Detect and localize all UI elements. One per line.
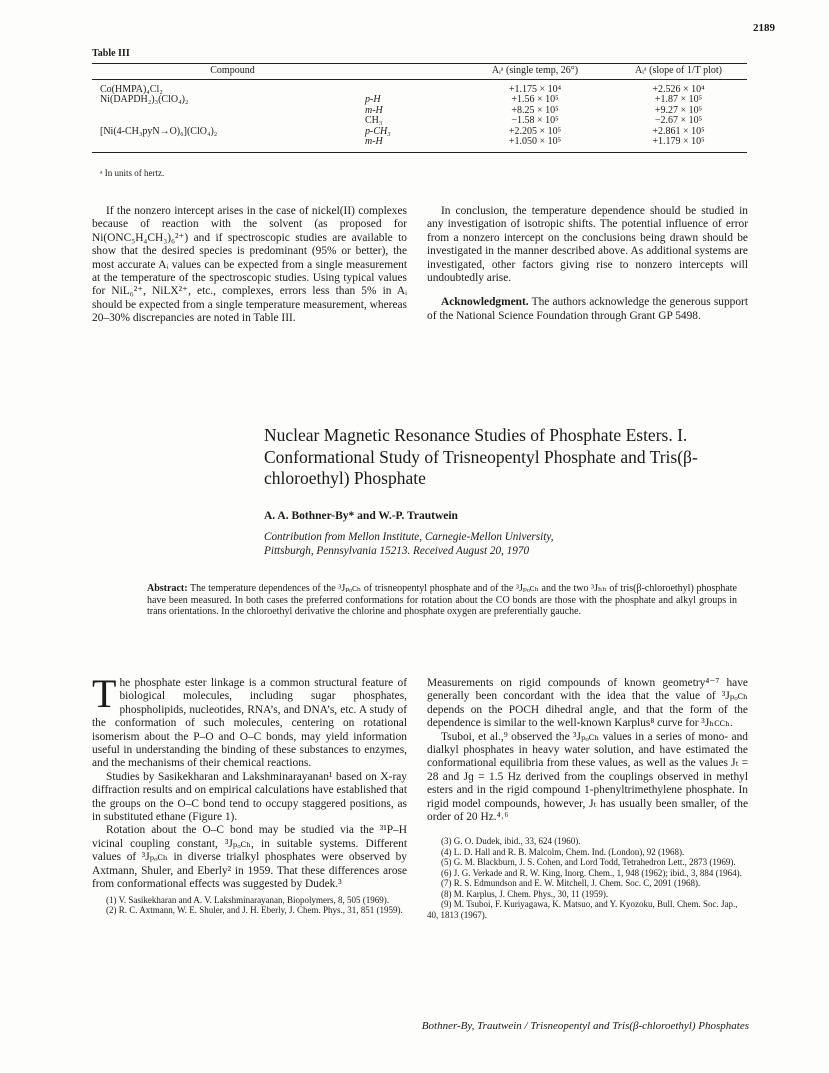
conclusion-left-column: [92, 205, 407, 326]
references: [427, 836, 748, 920]
table-cell: [Ni(4-CH₃pyN→O)₆](ClO₄)₂: [100, 125, 218, 137]
article-title: Nuclear Magnetic Resonance Studies of Phosphate Esters. I. Conformational Study of Trisneopentyl Phosphate and Tris(β-chloroethyl) Phosphate: [264, 425, 698, 488]
table-label: Table III: [92, 48, 130, 59]
conclusion-right-column: [427, 205, 748, 323]
table-row: [92, 137, 747, 152]
table-cell: p-CH₃: [365, 125, 391, 137]
reference: (7) R. S. Edmundson and E. W. Mitchell, J. Chem. Soc. C, 2091 (1968).: [441, 878, 701, 889]
table-cell: p-H: [365, 94, 381, 105]
table-cell: +1.175 × 10⁴: [508, 83, 562, 95]
table-cell: [92, 106, 365, 117]
table-cell: CH₃: [365, 115, 383, 126]
acknowledgment: [427, 296, 748, 323]
table-cell: m-H: [365, 104, 383, 116]
column-header: Compound: [92, 64, 365, 80]
table-row: [92, 95, 747, 106]
paragraph: Tsuboi, et al.,⁹ observed the ³Jₚₒᴄₕ values in a series of mono- and dialkyl phosphates in heavy water solution, and have estimated the conformational equilibria from these values, as well as the values Jₜ = 28 and Jɡ = 1.5 Hz derived from the couplings observed in methyl esters and in the rigid compound 1-phenyltrimethylene phosphate. In rigid model compounds, however, Jₜ has usually been smaller, of the order of 20 Hz.⁴˒⁶: [427, 730, 748, 824]
reference: (8) M. Karplus, J. Chem. Phys., 30, 11 (1959).: [441, 888, 609, 899]
paragraph: In conclusion, the temperature dependence should be studied in any investigation of isotropic shifts. The potential influence of error from a nonzero intercept on the conclusions being drawn should be investigated in the manner described above. As additional systems are investigated, other factors giving rise to nonzero intercepts will undoubtedly arise.: [427, 205, 748, 285]
paragraph: Measurements on rigid compounds of known geometry⁴⁻⁷ have generally been concordant with the idea that the value of ³Jₚₒᴄₕ depends on the POCH dihedral angle, and that the form of the dependence is similar to the well-known Karplus⁸ curve for ³Jₕᴄᴄₕ.: [427, 677, 748, 730]
table-cell: +8.25 × 10⁵: [511, 104, 559, 116]
paragraph: Rotation about the O–C bond may be studied via the ³¹P–H vicinal coupling constant, ³Jₚₒᴄₕ, in suitable systems. Different values of ³Jₚₒᴄₕ in diverse trialkyl phosphates were observed by Axtmann, Shuler, and Eberly² in 1959. That these differences arose from conformational effects was suggested by Dudek.³: [92, 824, 407, 891]
body-right-column: [427, 677, 748, 920]
table-cell: m-H: [365, 137, 460, 152]
reference: (4) L. D. Hall and R. B. Malcolm, Chem. Ind. (London), 92 (1968).: [441, 846, 685, 857]
table-row: [92, 79, 747, 95]
reference: (2) R. C. Axtmann, W. E. Shuler, and J. H. Eberly, J. Chem. Phys., 31, 851 (1959).: [106, 905, 403, 915]
table-cell: +9.27 × 10⁵: [654, 104, 703, 116]
reference: (3) G. O. Dudek, ibid., 33, 624 (1960).: [441, 836, 581, 847]
abstract-label: Abstract:: [147, 583, 188, 594]
references: [92, 895, 407, 916]
table-cell: [92, 116, 365, 127]
affiliation-line: Pittsburgh, Pennsylvania 15213. Received August 20, 1970: [264, 545, 530, 557]
table-row: [92, 116, 747, 127]
paragraph-text: he phosphate ester linkage is a common structural feature of biological molecules, including sugar phosphates, phospholipids, nucleotides, RNA’s, and DNA’s, etc. A study of the conformation of such molecules, centering on rotational isomerism about the P–O and O–C bonds, may yield information useful in understanding the binding of these substances to enzymes, and the mechanisms of their chemical reactions.: [92, 677, 407, 770]
acknowledgment-label: Acknowledgment.: [441, 296, 529, 309]
table-cell: [92, 137, 365, 152]
reference: (6) J. G. Verkade and R. W. King, Inorg. Chem., 1, 948 (1962); ibid., 3, 884 (1964).: [441, 867, 742, 878]
table-cell: Ni(DAPDH₂)₃(ClO₄)₂: [100, 94, 189, 105]
table-cell: −1.58 × 10⁵: [511, 115, 559, 126]
column-header: Aᵢᵃ (single temp, 26°): [460, 64, 610, 80]
reference: (9) M. Tsuboi, F. Kuriyagawa, K. Matsuo, and Y. Kyozoku, Bull. Chem. Soc. Jap., 40, 1813 (1967).: [427, 899, 738, 920]
table-cell: +2.205 × 10⁵: [508, 125, 562, 137]
table-footnote: ᵃ In units of hertz.: [100, 168, 165, 178]
page-number: 2189: [753, 22, 775, 34]
table-cell: +1.050 × 10⁵: [460, 137, 610, 152]
table-cell: Co(HMPA)₄Cl₂: [100, 83, 163, 95]
table-cell: [365, 79, 460, 95]
table-cell: +1.56 × 10⁵: [511, 94, 559, 105]
table-cell: +2.861 × 10⁵: [652, 125, 705, 137]
data-table: [92, 63, 747, 153]
acknowledgment-text: The authors acknowledge the generous support of the National Science Foundation through Grant GP 5498.: [427, 296, 748, 322]
running-footer: Bothner-By, Trautwein / Trisneopentyl and Tris(β-chloroethyl) Phosphates: [421, 1020, 749, 1032]
affiliation: [264, 530, 554, 558]
body-left-column: [92, 671, 407, 916]
table-cell: +1.179 × 10⁵: [610, 137, 747, 152]
table-cell: −2.67 × 10⁵: [654, 115, 703, 126]
paragraph: Studies by Sasikekharan and Lakshminarayanan¹ based on X-ray diffraction results and on empirical calculations have established that the groups on the O–C bond tend to occupy staggered positions, as in substituted ethane (Figure 1).: [92, 770, 407, 824]
paragraph: If the nonzero intercept arises in the case of nickel(II) complexes because of reaction with the solvent (as proposed for Ni(ONC₅H₄CH₃)₆²⁺) and if spectroscopic studies are available to show that the desired species is predominant (95% or better), the most accurate Aᵢ values can be expected from a single measurement at the temperature of the spectroscopic studies. Using typical values for NiL₆²⁺, NiLX²⁺, etc., complexes, errors less than 5% in Aᵢ should be expected from a single temperature measurement, whereas 20–30% discrepancies are noted in Table III.: [92, 205, 407, 325]
table-row: [92, 127, 747, 138]
column-header: Aᵢᵃ (slope of 1/T plot): [610, 64, 747, 80]
column-header: [365, 64, 460, 80]
authors: A. A. Bothner-By* and W.-P. Trautwein: [264, 510, 458, 522]
abstract: [147, 583, 737, 618]
table-cell: +2.526 × 10⁴: [652, 83, 705, 95]
table-row: [92, 106, 747, 117]
drop-cap: T: [92, 671, 117, 716]
reference: (1) V. Sasikekharan and A. V. Lakshminarayanan, Biopolymers, 8, 505 (1969).: [106, 894, 390, 905]
paragraph: [92, 671, 407, 771]
reference: (5) G. M. Blackburn, J. S. Cohen, and Lord Todd, Tetrahedron Lett., 2873 (1969).: [441, 857, 736, 868]
table-header-row: [92, 64, 747, 80]
table-cell: +1.87 × 10⁵: [654, 94, 703, 105]
abstract-text: The temperature dependences of the ³Jₚₒᴄₕ of trisneopentyl phosphate and of the ³Jₚₒᴄₕ and the two ³Jₕₕ of tris(β-chloroethyl) phosphate have been measured. In both cases the preferred conformations for rotation about the CO bonds are those with the phosphate and alkyl groups in trans orientations. In the chloroethyl derivative the chlorine and phosphate oxygen are preferentially gauche.: [147, 583, 737, 618]
affiliation-line: Contribution from Mellon Institute, Carnegie-Mellon University,: [264, 531, 554, 543]
